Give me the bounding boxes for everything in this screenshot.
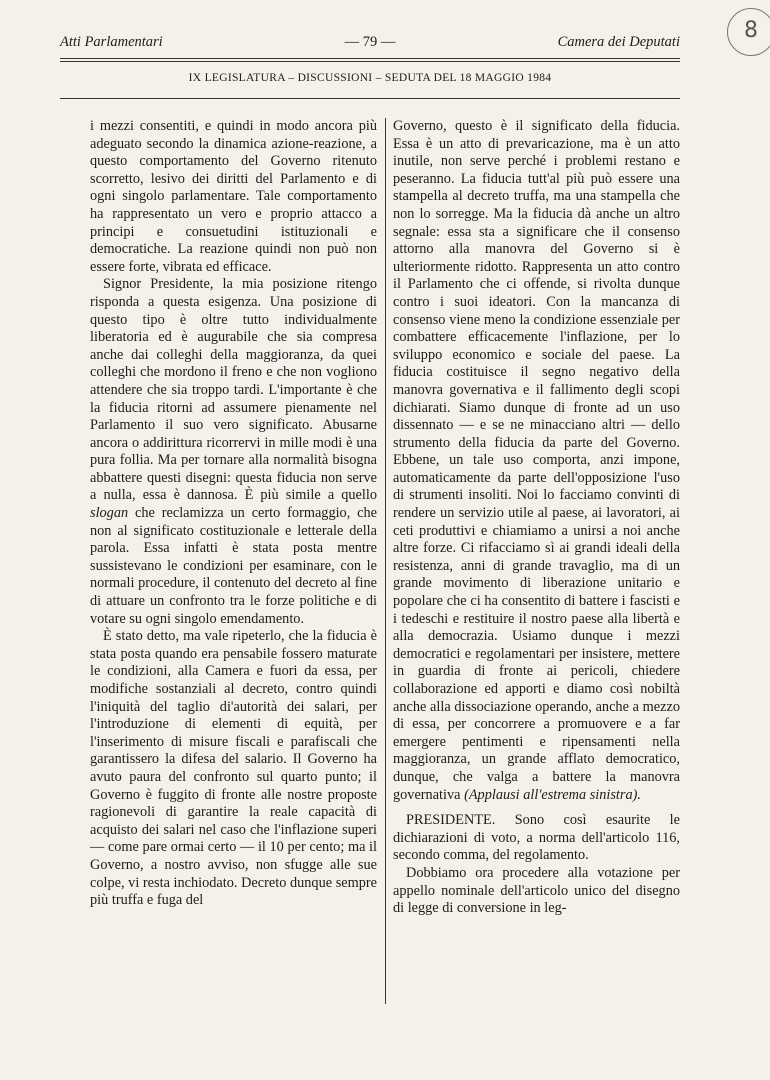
paragraph [393,118,680,804]
left-column [90,118,377,910]
paragraph-text: Signor Presidente, la mia posizione ritengo risponda a questa esigenza. Una posizione di questo tipo è oltre tutto individualmente liberatoria ed è augurabile che sia compresa anche dai colleghi della maggioranza, da quei colleghi che mordono il freno e che non vogliono attendere che sia troppo tardi. L'importante è che la fiducia ritorni ad assumere pienamente nel Parlamento il suo vero significato. Abusarne ancora o addirittura ricorrervi in mille modi è una pura follia. Ma per tornare alla normalità bisogna abbattere questi disegni: questa fiducia non serve a nulla, essa è dannosa. È più simile a quello [90,276,377,504]
paragraph-text: che reclamizza un certo formaggio, che non al significato costituzionale e letterale della parola. Essa infatti è stata posta mentre sussistevano le condizioni per esaminare, con le normali procedure, il contenuto del decreto al fine di attuare un confronto tra le forze politiche e di votare su ogni singolo emendamento. [90,505,378,627]
header-rule-bottom [60,61,680,62]
page-stamp: 8 [727,8,770,56]
applause-note: (Applausi all'estrema sinistra). [464,786,641,803]
paragraph-text: Governo, questo è il significato della fiducia. Essa è un atto di prevaricazione, ma è un atto inutile, non serve perché i problemi restano e peseranno. La fiducia tutt'al più può essere una stampella al decreto truffa, ma una stampella che non lo sorregge. Ma la fiducia dà anche un altro segnale: essa sta a significare che il consenso attorno alla manovra del Governo si è ulteriormente ridotto. Rappresenta un atto contro il Parlamento che ci offende, si rivolta dunque contro i suoi ideatori. Con la mancanza di consenso viene meno la condizione essenziale per combattere efficacemente l'inflazione, per lo sviluppo economico e sociale del paese. La fiducia costituisce il segno negativo della manovra governativa e il fallimento degli scopi dichiarati. Siamo dunque di fronte ad un uso dissennato — e se ne minacciano altri — dello strumento della fiducia da parte del Governo. Ebbene, un tale uso comporta, anzi impone, automaticamente da parte dell'opposizione l'uso di strumenti insoliti. Noi lo facciamo convinti di rendere un servizio utile al paese, ai lavoratori, ai ceti produttivi e chiamiamo a unirsi a noi anche altre forze. Ci rifacciamo sì ai grandi ideali della resistenza, anni di grande travaglio, ma di un grande movimento di liberazione unitario e popolare che ci ha consentito di battere i fascisti e i tedeschi e restituire il nostro paese alla libertà e alla democrazia. Usiamo dunque i mezzi democratici e regolamentari per insistere, mettere in guardia di fronte ai pericoli, chiedere collaborazione ed apporti e diamo così nobiltà anche alla dissociazione operando, anche a mezzo di essa, per concorrere a promuovere e a far emergere pentimenti e ripensamenti nella maggioranza, un grande afflato democratico, dunque, che valga a battere la manovra governativa [393,118,680,803]
subheader-rule [60,98,680,99]
header-page-number: — 79 — [344,34,396,50]
paragraph: Dobbiamo ora procedere alla votazione per appello nominale dell'articolo unico del disegno di legge di conversione in leg- [393,864,680,917]
session-subheader: IX LEGISLATURA – DISCUSSIONI – SEDUTA DEL 18 MAGGIO 1984 [188,72,552,84]
italic-word: slogan [90,505,129,522]
column-divider [385,118,386,1004]
paragraph: È stato detto, ma vale ripeterlo, che la fiducia è stata posta quando era pensabile fossero maturate le condizioni, alla Camera e fuori da essa, per modifiche sostanziali al decreto, contro quindi l'iniquità del taglio di'autorità dei salari, per l'introduzione di elementi di equità, per l'inserimento di misure fiscali e parafiscali che garantissero la difesa del salario. Il Governo ha avuto paura del confronto sul quarto punto; il Governo è fuggito di fronte alle nostre proposte ragionevoli di garantire la reale capacità di acquisto dei salari nel caso che l'inflazione superi — come pare ormai certo — il 10 per cento; ma il Governo, a nostro avviso, non sfugge alle sue colpe, vi resta inchiodato. Decreto dunque sempre più truffa e fuga del [90,628,377,909]
header-rule-top [60,58,680,59]
paragraph [90,276,377,628]
paragraph: i mezzi consentiti, e quindi in modo ancora più adeguato secondo la dinamica azione-reazione, a questo comportamento del Governo ritenuto scorretto, lesivo dei diritti del Parlamento e di ogni singolo parlamentare. Tale comportamento ha rappresentato un vero e proprio attacco a principi e consuetudini istituzionali e democratiche. La reazione quindi non può non essere forte, vibrata ed efficace. [90,118,377,275]
page-header [60,32,680,58]
header-publication: Atti Parlamentari [60,34,163,50]
paragraph: PRESIDENTE. Sono così esaurite le dichiarazioni di voto, a norma dell'articolo 116, secondo comma, del regolamento. [393,812,680,864]
right-column [393,118,680,918]
header-chamber: Camera dei Deputati [557,34,680,50]
